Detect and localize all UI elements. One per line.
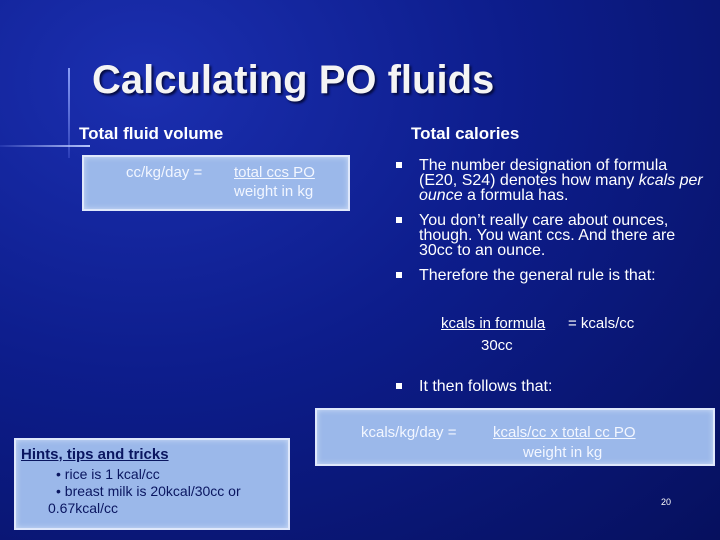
fluid-formula-denominator: weight in kg xyxy=(234,183,314,200)
bullet-text: The number designation of formula (E20, S24) denotes how many xyxy=(419,157,668,189)
bullet-square-icon xyxy=(396,217,402,223)
bullet-square-icon xyxy=(396,383,402,389)
calorie-bullet-list xyxy=(393,158,708,293)
hints-heading: Hints, tips and tricks xyxy=(21,446,169,463)
slide-title: Calculating PO fluids xyxy=(92,58,495,102)
bullet-item xyxy=(393,268,708,283)
calorie-formula-label: kcals/kg/day = xyxy=(361,424,457,441)
fluid-formula-label: cc/kg/day = xyxy=(126,164,203,181)
bullet-item xyxy=(393,213,708,258)
calorie-formula-denominator: weight in kg xyxy=(523,444,603,461)
fluid-formula-box xyxy=(82,155,350,211)
calorie-formula-numerator: kcals/cc x total cc PO xyxy=(493,424,636,441)
rule-denominator: 30cc xyxy=(481,337,513,354)
bullet-item xyxy=(393,158,708,203)
rule-equals: = kcals/cc xyxy=(568,315,635,332)
calorie-formula-box xyxy=(315,408,715,466)
bullet-text: You don’t really care about ounces, though. You want ccs. And there are 30cc to an ounce. xyxy=(419,212,676,259)
total-fluid-volume-heading: Total fluid volume xyxy=(79,124,224,143)
hints-box xyxy=(14,438,290,530)
rule-numerator: kcals in formula xyxy=(441,315,546,332)
decorative-horizontal-line xyxy=(0,145,90,147)
bullet-text-end: a formula has. xyxy=(462,187,569,204)
bullet-square-icon xyxy=(396,162,402,168)
bullet-text: Therefore the general rule is that: xyxy=(419,267,656,284)
then-bullet xyxy=(393,378,552,396)
fluid-formula-numerator: total ccs PO xyxy=(234,164,315,181)
total-calories-heading: Total calories xyxy=(411,124,520,143)
hints-list xyxy=(48,466,241,517)
then-bullet-text: It then follows that: xyxy=(419,378,553,395)
hint-item: • rice is 1 kcal/cc xyxy=(56,466,160,482)
bullet-text-italic: kcals per ounce xyxy=(419,172,703,204)
page-number: 20 xyxy=(661,497,672,507)
bullet-square-icon xyxy=(396,272,402,278)
hint-item: 0.67kcal/cc xyxy=(48,500,119,516)
hint-item: • breast milk is 20kcal/30cc or xyxy=(56,483,241,499)
